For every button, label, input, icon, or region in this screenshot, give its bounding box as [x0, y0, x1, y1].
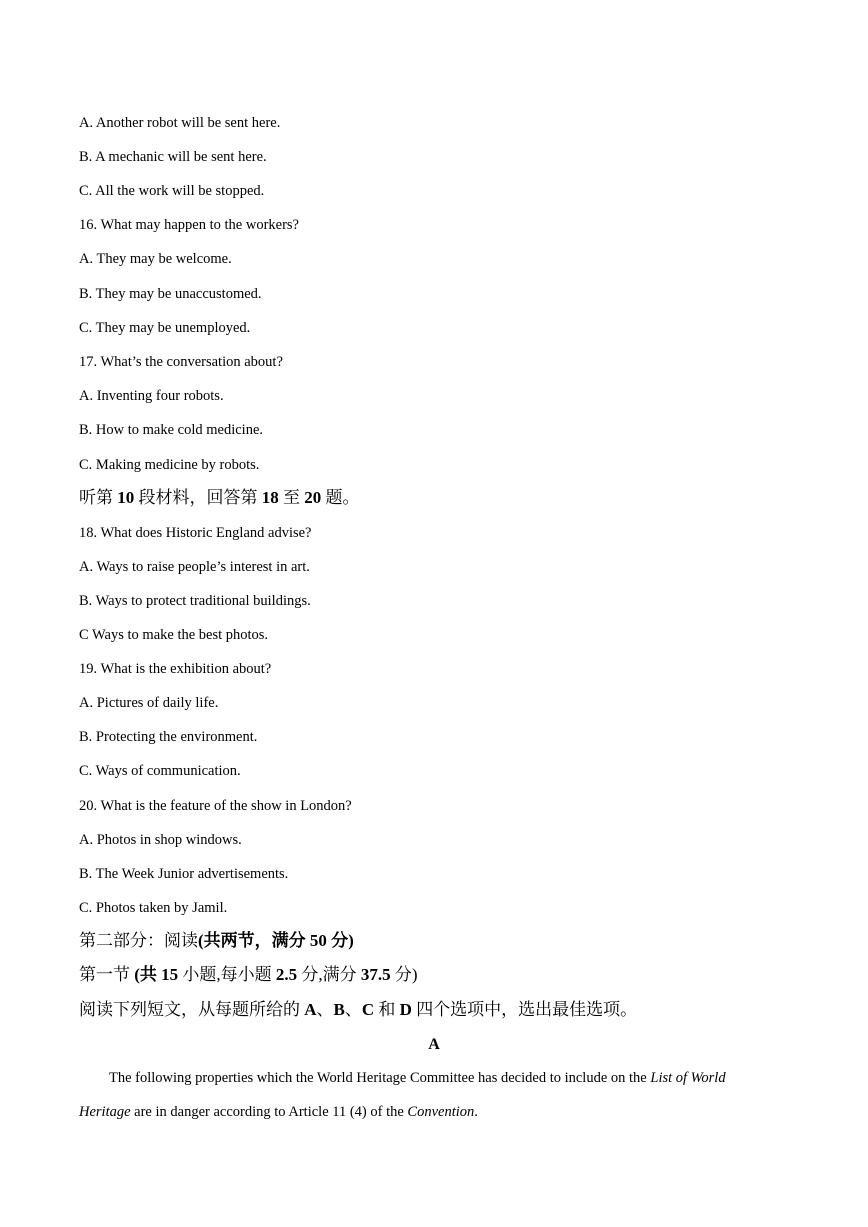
- option-line: B. Protecting the environment.: [79, 729, 258, 745]
- question-line: 18. What does Historic England advise?: [79, 525, 312, 541]
- option-line: C. They may be unemployed.: [79, 320, 251, 336]
- question-line: 20. What is the feature of the show in London?: [79, 798, 352, 814]
- option-line: A. Photos in shop windows.: [79, 832, 242, 848]
- option-line: A. Pictures of daily life.: [79, 695, 219, 711]
- option-line: A. Another robot will be sent here.: [79, 115, 281, 131]
- passage-paragraph: The following properties which the World Heritage Committee has decided to include on the List of World Heritage are in danger according to Article 11 (4) of the Convention.: [79, 1070, 726, 1120]
- option-line: A. They may be welcome.: [79, 251, 232, 267]
- part-two-heading: 第二部分：阅读(共两节，满分 50 分): [79, 931, 354, 950]
- option-line: C. Ways of communication.: [79, 763, 241, 779]
- question-line: 19. What is the exhibition about?: [79, 661, 272, 677]
- option-line: B. They may be unaccustomed.: [79, 286, 262, 302]
- option-line: B. Ways to protect traditional buildings.: [79, 593, 311, 609]
- option-line: A. Inventing four robots.: [79, 388, 224, 404]
- option-line: A. Ways to raise people’s interest in art.: [79, 559, 310, 575]
- option-line: B. A mechanic will be sent here.: [79, 149, 267, 165]
- option-line: B. The Week Junior advertisements.: [79, 866, 289, 882]
- option-line: C. Making medicine by robots.: [79, 457, 260, 473]
- section-10-heading: 听第 10 段材料，回答第 18 至 20 题。: [79, 488, 360, 507]
- section-one-heading: 第一节 (共 15 小题,每小题 2.5 分,满分 37.5 分): [79, 965, 418, 984]
- question-line: 16. What may happen to the workers?: [79, 217, 299, 233]
- option-line: C. Photos taken by Jamil.: [79, 900, 228, 916]
- passage-title: A: [428, 1036, 440, 1053]
- reading-instruction: 阅读下列短文，从每题所给的 A、B、C 和 D 四个选项中，选出最佳选项。: [79, 1000, 638, 1019]
- option-line: C Ways to make the best photos.: [79, 627, 269, 643]
- question-line: 17. What’s the conversation about?: [79, 354, 283, 370]
- option-line: C. All the work will be stopped.: [79, 183, 265, 199]
- option-line: B. How to make cold medicine.: [79, 422, 264, 438]
